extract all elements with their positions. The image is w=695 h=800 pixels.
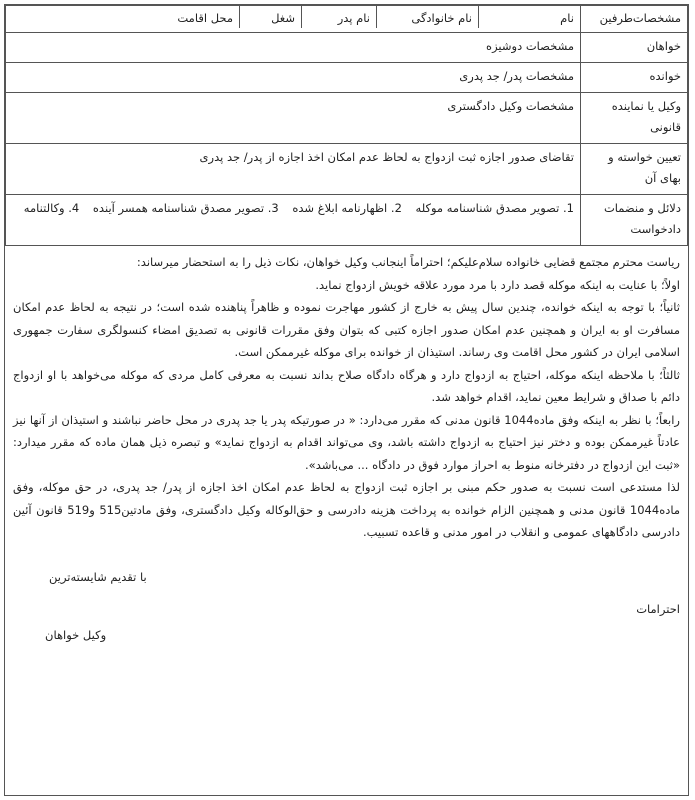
defendant-value: مشخصات پدر/ جد پدری: [6, 63, 581, 93]
header-residence: محل اقامت: [177, 11, 233, 25]
plaintiff-value: مشخصات دوشیزه: [6, 33, 581, 63]
claim-value: تقاضای صدور اجازه ثبت ازدواج به لحاظ عدم امکان اخذ اجازه از پدر/ جد پدری: [6, 144, 581, 195]
body-paragraph-second: ثانیاً؛ با توجه به اینکه خوانده، چندین سال پیش به خارج از کشور مهاجرت نموده و ظاهراً پناهنده شده است؛ در نتیجه به لحاظ عدم امکان مسافرت او به ایران و همچنین عدم امکان صدور اجازه کتبی که بتوان وفق مقررات قانونی به تصدیق امضاء کنسولگری سفارت جمهوری اسلامی ایران در کشور محل اقامت وی رساند. استیذان از خوانده برای موکله غیرممکن است.: [13, 300, 680, 359]
defendant-row: [6, 63, 688, 93]
petition-form-table: [5, 5, 688, 246]
evidence-list: [6, 195, 581, 246]
evidence-item: 1. تصویر مصدق شناسنامه موکله: [415, 201, 574, 215]
attorney-label: وکیل یا نماینده قانونی: [581, 93, 688, 144]
claim-label: تعیین خواسته و بهای آن: [581, 144, 688, 195]
evidence-label: دلائل و منضمات دادخواست: [581, 195, 688, 246]
body-paragraph-request: لذا مستدعی است نسبت به صدور حکم مبنی بر اجازه ثبت ازدواج به لحاظ عدم امکان اخذ اجازه از پدر/ جد پدری، در حق موکله، وفق ماده1044 قانون مدنی و همچنین الزام خوانده به پرداخت هزینه دادرسی و حق‌الوکاله وکیل دادگستری، وفق مادتین515 و519 قانون آئین دادرسی دادگاههای عمومی و انقلاب در امور مدنی و قاعده تسبیب.: [13, 480, 680, 539]
attorney-row: [6, 93, 688, 144]
plaintiff-row: [6, 33, 688, 63]
closing-block: [5, 544, 688, 694]
closing-respect: با تقدیم شایسته‌ترین: [49, 569, 147, 584]
parties-header-row: [6, 6, 688, 33]
parties-header-label: مشخصات‌طرفین: [581, 6, 688, 33]
petition-body: [5, 246, 688, 544]
body-paragraph-first: اولاً؛ با عنایت به اینکه موکله قصد دارد با مرد مورد علاقه خویش ازدواج نماید.: [315, 277, 680, 292]
closing-regards: احترامات: [636, 601, 680, 616]
header-job: شغل: [239, 6, 301, 28]
closing-signer: وکیل خواهان: [45, 627, 107, 642]
claim-row: [6, 144, 688, 195]
body-paragraph-third: ثالثاً؛ با ملاحظه اینکه موکله، احتیاج به ازدواج دارد و هرگاه دادگاه صلاح بداند نسبت به معرفی کامل مردی که موکله می‌خواهد با او ازدواج دائم با صداق و شرایط معین نماید، اقدام خواهد شد.: [13, 367, 680, 404]
evidence-item: 3. تصویر مصدق شناسنامه همسر آینده: [92, 201, 279, 215]
plaintiff-label: خواهان: [581, 33, 688, 63]
petition-document: [4, 4, 689, 796]
defendant-label: خوانده: [581, 63, 688, 93]
evidence-item: 4. وکالتنامه: [23, 201, 80, 215]
header-name: نام: [478, 6, 580, 28]
attorney-value: مشخصات وکیل دادگستری: [6, 93, 581, 144]
body-paragraph-greeting: ریاست محترم مجتمع قضایی خانواده سلام‌علیکم؛ احتراماً اینجانب وکیل خواهان، نکات ذیل را به استحضار میرساند:: [136, 255, 680, 269]
body-paragraph-fourth: رابعاً؛ با نظر به اینکه وفق ماده1044 قانون مدنی که مقرر می‌دارد: « در صورتیکه پدر یا جد پدری در محل حاضر نباشند و استیذان از آنها نیز عادتاً غیرممکن بوده و دختر نیز احتیاج به ازدواج داشته باشد، وی می‌تواند اقدام به ازدواج نماید» و تبصره ذیل همان ماده که مقرر میدارد: «ثبت این ازدواج در دفترخانه منوط به احراز موارد فوق در دادگاه ... می‌باشد».: [13, 412, 680, 472]
header-family: نام خانوادگی: [376, 6, 478, 28]
evidence-row: [6, 195, 688, 246]
evidence-item: 2. اظهارنامه ابلاغ شده: [292, 201, 402, 215]
parties-header-fields: [6, 6, 580, 28]
header-father: نام پدر: [301, 6, 376, 28]
